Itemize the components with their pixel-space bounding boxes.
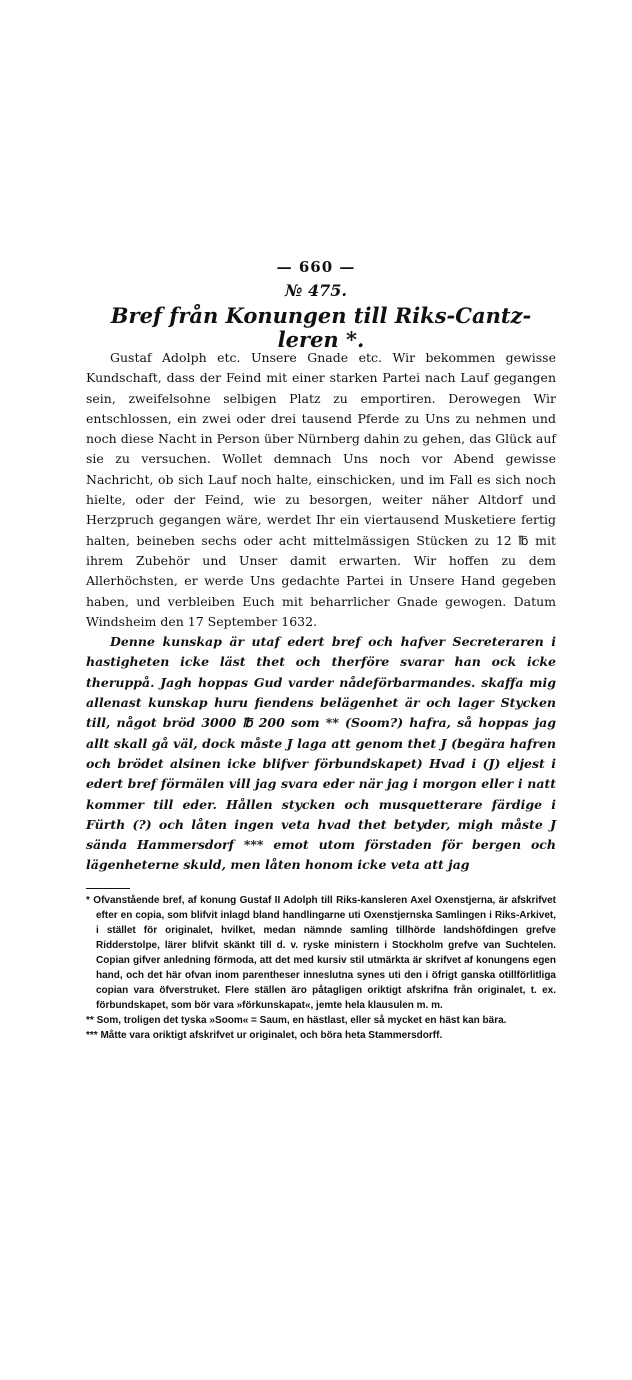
- document-number: № 475.: [285, 281, 347, 300]
- footnotes: [86, 893, 556, 1043]
- letter-title: Bref från Konungen till Riks-Cantzleren *.: [110, 303, 532, 352]
- footnote-mark: *: [86, 895, 90, 906]
- footnote-mark: ***: [86, 1030, 98, 1041]
- footnote-text: Ofvanstående bref, af konung Gustaf II Adolph till Riks-kansleren Axel Oxenstjerna, är afskrifvet efter en copia, som blifvit inlagd bland handlingarne uti Oxenstjernska Samlingen i Riks-Arkivet, i stället för originalet, hvilket, medan nämnde samling tillhörde landshöfdingen grefve Ridderstolpe, lärer blifvit skänkt till d. v. ryske ministern i Stockholm grefve van Suchtelen. Copian gifver anledning förmoda, att det med kursiv stil utmärkta är skrifvet af konungens egen hand, och det här ofvan inom parentheser inneslutna synes uti den i öfrigt ganska otillförlitliga copian vara öfverstruket. Flere ställen äro påtagligen oriktigt afskrifna från originalet, t. ex. förbundskapet, som bör vara »förkunskapat«, jemte hela klausulen m. m.: [93, 895, 557, 1011]
- footnote: [86, 893, 556, 1013]
- page-number: — 660 —: [276, 258, 356, 276]
- swedish-paragraph: Denne kunskap är utaf edert bref och hafver Secreteraren i hastigheten icke läst thet och therföre svarar han ock icke theruppå. Jagh hoppas Gud varder nådeförbarmandes. skaffa mig allenast kunskap huru fiendens belägenhet är och lager Stycken till, något bröd 3000 ℔ 200 som ** (Soom?) hafra, så hoppas jag allt skall gå väl, dock måste J laga att genom thet J (begära hafren och brödet alsinen icke blifver förbundskapet) Hvad i (J) eljest i edert bref förmälen vill jag svara eder när jag i morgon eller i natt kommer till eder. Hållen stycken och musquetterare färdige i Fürth (?) och låten ingen veta hvad thet betyder, migh måste J sända Hammersdorf *** emot utom förstaden för bergen och lägenheterne skuld, men låten honom icke veta att jag: [86, 634, 556, 873]
- footnote-text: Som, troligen det tyska »Soom« = Saum, en hästlast, eller så mycket en häst kan bära.: [96, 1015, 507, 1026]
- german-paragraph: Gustaf Adolph etc. Unsere Gnade etc. Wir bekommen gewisse Kundschaft, dass der Feind mit einer starken Partei nach Lauf gegangen sein, zweifelsohne selbigen Platz zu emportiren. Derowegen Wir entschlossen, ein zwei oder drei tausend Pferde zu Uns zu nehmen und noch diese Nacht in Person über Nürnberg dahin zu gehen, das Glück auf sie zu versuchen. Wollet demnach Uns noch vor Abend gewisse Nachricht, ob sich Lauf noch halte, einschicken, und im Fall es sich noch hielte, oder der Feind, wie zu besorgen, weiter näher Altdorf und Herzpruch gegangen wäre, werdet Ihr ein viertausend Musketiere fertig halten, beineben sechs oder acht mittelmässigen Stücken zu 12 ℔ mit ihrem Zubehör und Unser damit erwarten. Wir hoffen zu dem Allerhöchsten, er werde Uns gedachte Partei in Unsere Hand gegeben haben, und verbleiben Euch mit beharrlicher Gnade gewogen. Datum Windsheim den 17 September 1632.: [86, 350, 556, 629]
- footnote-text: Måtte vara oriktigt afskrifvet ur originalet, och böra heta Stammersdorff.: [100, 1030, 443, 1041]
- letter-body: [86, 348, 556, 876]
- footnote-mark: **: [86, 1015, 94, 1026]
- footnote: [86, 1028, 556, 1043]
- footnote: [86, 1013, 556, 1028]
- footnote-rule: [86, 888, 130, 889]
